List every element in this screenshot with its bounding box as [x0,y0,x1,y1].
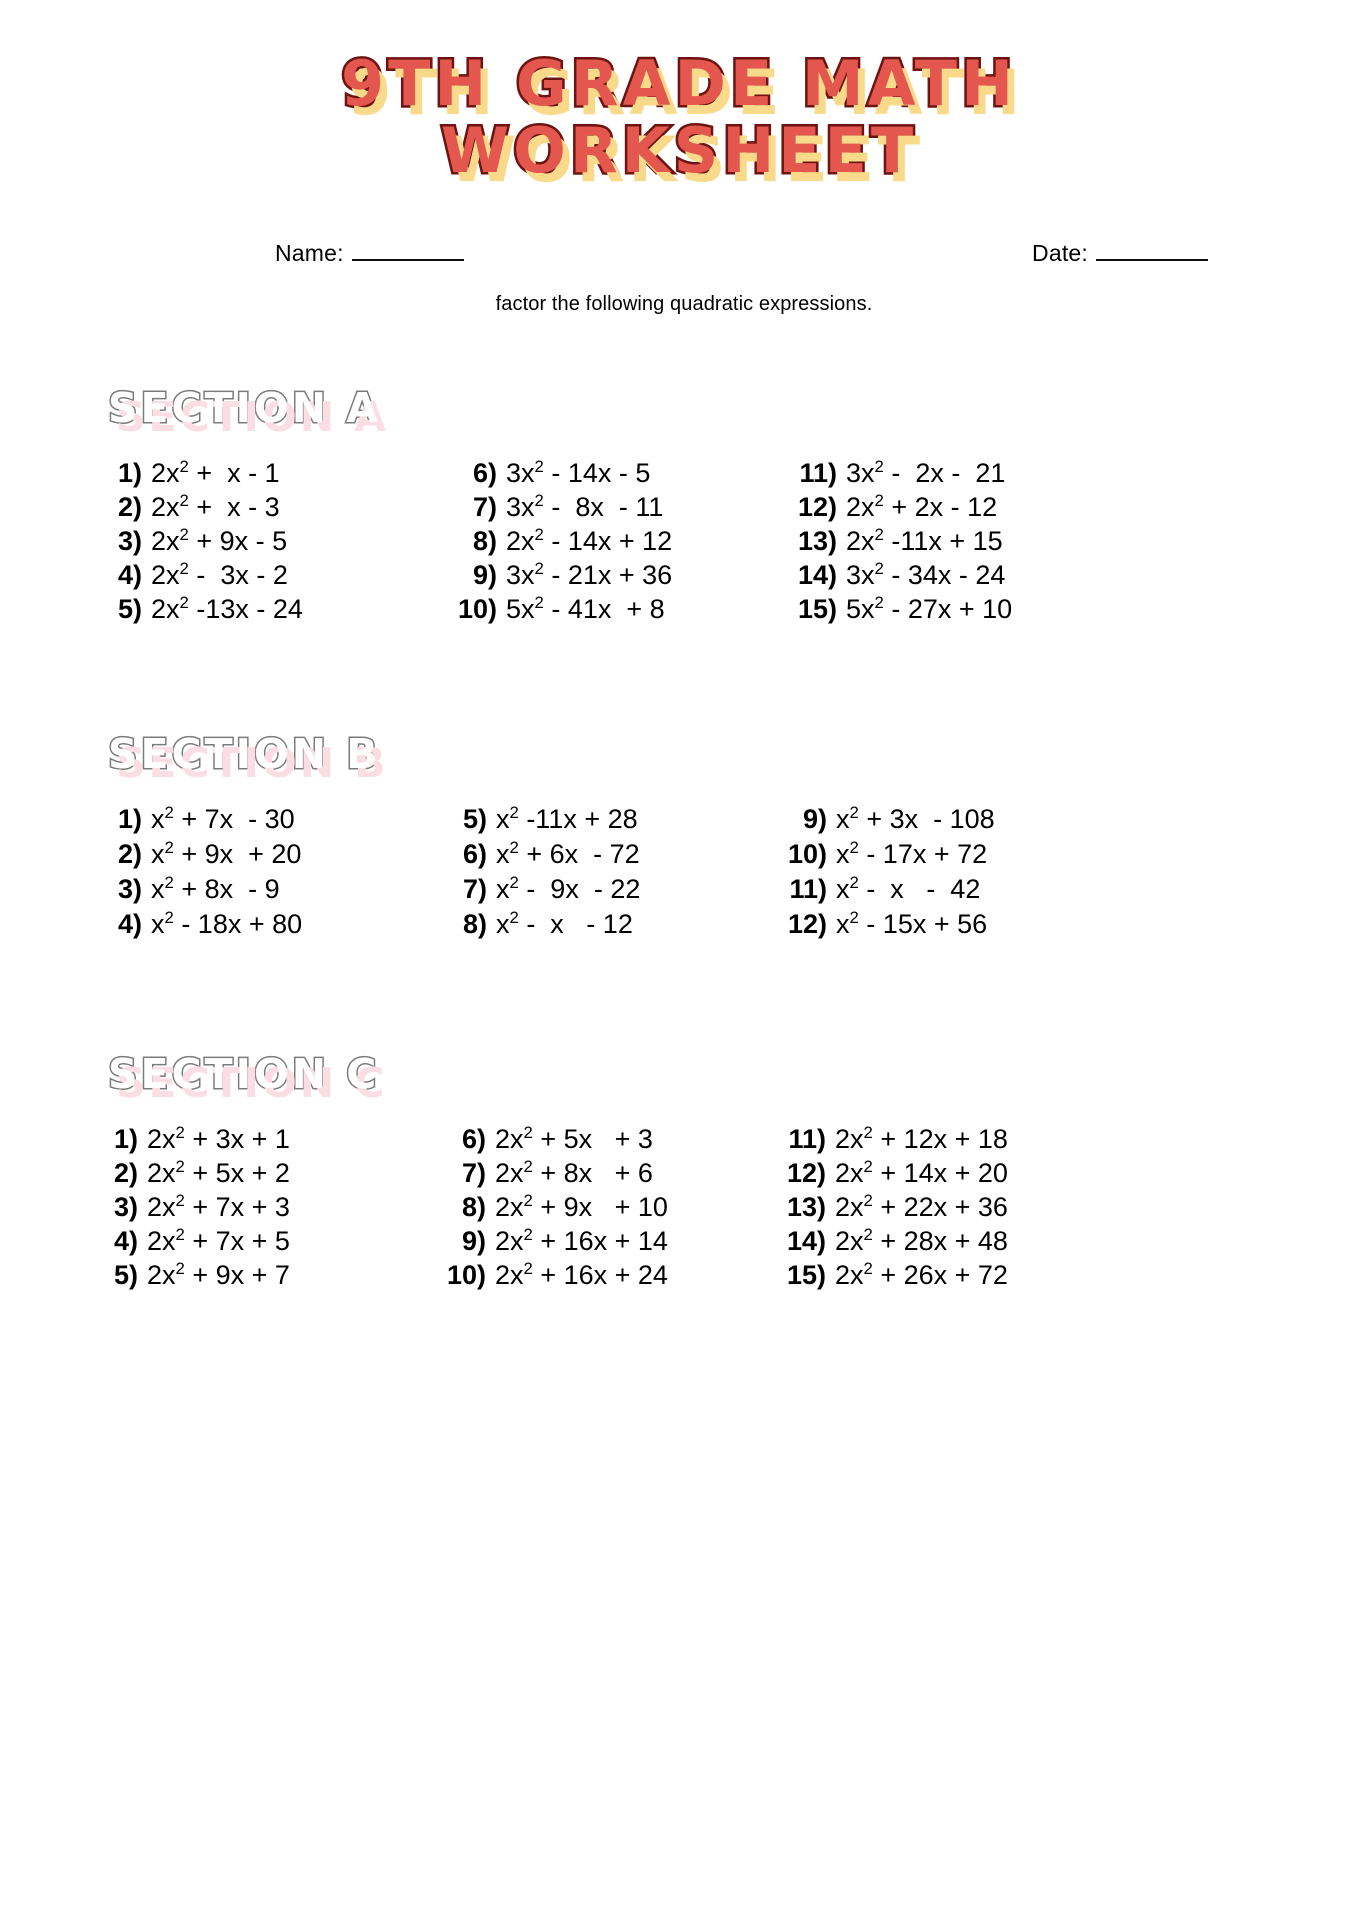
problem-expression: $2x^2$ -11x + 15 [846,525,1003,557]
problem-number: 1) [113,1124,138,1155]
problem-item[interactable] [791,525,1358,562]
problem-item[interactable] [96,457,451,494]
problem-expression: $2x^2 + 8x + 6$ [495,1157,653,1189]
problem-number: 10) [457,594,497,625]
problem-expression: $2x^2 + 5x + 2$ [147,1157,290,1189]
problem-column [451,457,791,630]
problem-expression: $2x^2 + 3x + 1$ [147,1123,290,1155]
problem-item[interactable] [780,1123,1358,1160]
problem-item[interactable] [96,593,451,630]
problem-number: 3) [113,1192,138,1223]
problem-number: 10) [446,1260,486,1291]
problem-item[interactable] [791,559,1358,596]
problem-expression: $2x^2 + 7x + 3$ [147,1191,290,1223]
problem-number: 14) [797,560,837,591]
problem-number: 13) [786,1192,826,1223]
problem-item[interactable] [440,1259,780,1296]
problem-expression: $2x^2 - 14x + 12$ [506,525,673,557]
problem-item[interactable] [440,1225,780,1262]
problem-grid [0,457,1358,630]
problem-column [780,1123,1358,1296]
problem-number: 3) [117,874,142,905]
problem-number: 6) [462,839,487,870]
problem-item[interactable] [785,873,1358,911]
problem-expression: $x^2 + 8x - 9$ [151,873,280,905]
problem-number: 8) [472,526,497,557]
date-label: Date: [1032,240,1088,267]
section-b [0,730,1358,946]
problem-number: 11) [788,1124,826,1155]
problem-item[interactable] [100,838,445,876]
problem-number: 1) [117,804,142,835]
problem-item[interactable] [96,525,451,562]
problem-number: 12) [797,492,837,523]
problem-item[interactable] [785,838,1358,876]
problem-expression: $3x^2 - 34x - 24$ [846,559,1006,591]
problem-expression: $5x^2 - 41x + 8$ [506,593,665,625]
problem-item[interactable] [445,803,785,841]
problem-item[interactable] [791,457,1358,494]
problem-expression: $2x^2 + 26x + 72$ [835,1259,1008,1291]
problem-expression: $x^2 + 9x + 20$ [151,838,302,870]
problem-number: 4) [117,909,142,940]
problem-item[interactable] [92,1225,440,1262]
problem-number: 12) [787,909,827,940]
problem-expression: $2x^2 + 22x + 36$ [835,1191,1008,1223]
problem-expression: $2x^2 + 12x + 18$ [835,1123,1008,1155]
problem-item[interactable] [785,803,1358,841]
problem-number: 7) [462,874,487,905]
problem-expression: $2x^2 + 28x + 48$ [835,1225,1008,1257]
problem-number: 15) [797,594,837,625]
problem-number: 3) [117,526,142,557]
problem-item[interactable] [100,803,445,841]
worksheet-title [0,0,1358,188]
problem-number: 1) [117,458,142,489]
problem-expression: $2x^2 + 14x + 20$ [835,1157,1008,1189]
problem-column [100,803,445,946]
problem-expression: $5x^2 - 27x + 10$ [846,593,1013,625]
problem-number: 9) [472,560,497,591]
problem-item[interactable] [92,1259,440,1296]
problem-number: 9) [802,804,827,835]
problem-number: 9) [461,1226,486,1257]
problem-item[interactable] [445,873,785,911]
problem-item[interactable] [451,525,791,562]
problem-expression: $x^2 + 6x - 72$ [496,838,640,870]
problem-number: 13) [797,526,837,557]
problem-item[interactable] [451,593,791,630]
section-heading: SECTION A [108,384,382,433]
problem-item[interactable] [440,1123,780,1160]
problem-number: 4) [117,560,142,591]
problem-item[interactable] [791,491,1358,528]
problem-number: 5) [113,1260,138,1291]
problem-number: 5) [117,594,142,625]
problem-expression: $2x^2 + 5x + 3$ [495,1123,653,1155]
problem-item[interactable] [445,838,785,876]
problem-item[interactable] [100,873,445,911]
problem-expression: $2x^2 + 9x + 10$ [495,1191,668,1223]
problem-expression: $2x^2 + 9x - 5$ [151,525,288,557]
problem-number: 8) [462,909,487,940]
problem-item[interactable] [96,491,451,528]
problem-expression: $x^2 - 15x + 56$ [836,908,988,940]
sections-container [0,384,1358,1296]
name-field[interactable] [275,240,464,267]
problem-number: 15) [786,1260,826,1291]
problem-item[interactable] [780,1191,1358,1228]
instruction-text: factor the following quadratic expressions. [495,293,873,316]
problem-expression: $3x^2 - 2x - 21$ [846,457,1006,489]
problem-item[interactable] [451,457,791,494]
problem-number: 2) [113,1158,138,1189]
problem-number: 12) [786,1158,826,1189]
date-field[interactable] [1032,240,1208,267]
title-line-1: 9TH GRADE MATH [341,47,1017,120]
problem-column [791,457,1358,630]
problem-number: 2) [117,492,142,523]
problem-expression: $2x^2$ -13x - 24 [151,593,303,625]
problem-expression: $2x^2 + 9x + 7$ [147,1259,290,1291]
problem-item[interactable] [92,1157,440,1194]
problem-expression: $x^2$ -11x + 28 [496,803,638,835]
problem-item[interactable] [92,1191,440,1228]
problem-column [440,1123,780,1296]
title-line-2: WORKSHEET [440,114,918,188]
problem-column [92,1123,440,1296]
problem-number: 11) [799,458,837,489]
problem-number: 7) [461,1158,486,1189]
problem-number: 10) [787,839,827,870]
problem-expression: $x^2 - 18x + 80$ [151,908,303,940]
problem-item[interactable] [445,908,785,946]
section-heading: SECTION C [108,1050,380,1099]
problem-item[interactable] [451,559,791,596]
problem-expression: $x^2$ - x - 42 [836,873,981,905]
problem-number: 14) [786,1226,826,1257]
problem-expression: $x^2 - 9x - 22$ [496,873,641,905]
problem-expression: $2x^2 + 7x + 5$ [147,1225,290,1257]
problem-item[interactable] [92,1123,440,1160]
problem-column [445,803,785,946]
problem-item[interactable] [791,593,1358,630]
problem-expression: $3x^2 - 14x - 5$ [506,457,651,489]
problem-item[interactable] [440,1157,780,1194]
problem-number: 6) [472,458,497,489]
name-write-line[interactable] [352,249,464,261]
problem-column [96,457,451,630]
problem-item[interactable] [440,1191,780,1228]
problem-expression: $2x^2 + x - 1$ [151,457,280,489]
problem-expression: $2x^2 - 3x - 2$ [151,559,288,591]
problem-expression: $2x^2 + 2x - 12$ [846,491,998,523]
problem-item[interactable] [785,908,1358,946]
section-a [0,384,1358,630]
problem-number: 5) [462,804,487,835]
problem-number: 7) [472,492,497,523]
problem-expression: $x^2$ - x - 12 [496,908,633,940]
problem-number: 6) [461,1124,486,1155]
problem-number: 2) [117,839,142,870]
problem-expression: $2x^2 + 16x + 24$ [495,1259,668,1291]
problem-expression: $x^2 + 3x - 108$ [836,803,995,835]
problem-column [785,803,1358,946]
problem-expression: $3x^2 - 21x + 36$ [506,559,673,591]
problem-number: 8) [461,1192,486,1223]
problem-item[interactable] [780,1225,1358,1262]
problem-grid [0,803,1358,946]
problem-expression: $x^2 - 17x + 72$ [836,838,988,870]
problem-item[interactable] [780,1259,1358,1296]
problem-item[interactable] [780,1157,1358,1194]
name-label: Name: [275,240,344,267]
problem-item[interactable] [100,908,445,946]
problem-item[interactable] [451,491,791,528]
name-date-row [0,240,1358,267]
problem-number: 4) [113,1226,138,1257]
problem-expression: $2x^2 + 16x + 14$ [495,1225,668,1257]
section-heading: SECTION B [108,730,381,779]
problem-expression: $x^2 + 7x - 30$ [151,803,295,835]
problem-expression: $3x^2 - 8x - 11$ [506,491,664,523]
problem-expression: $2x^2 + x - 3$ [151,491,280,523]
problem-item[interactable] [96,559,451,596]
section-c [0,1050,1358,1296]
date-write-line[interactable] [1096,249,1208,261]
problem-grid [0,1123,1358,1296]
problem-number: 11) [789,874,827,905]
